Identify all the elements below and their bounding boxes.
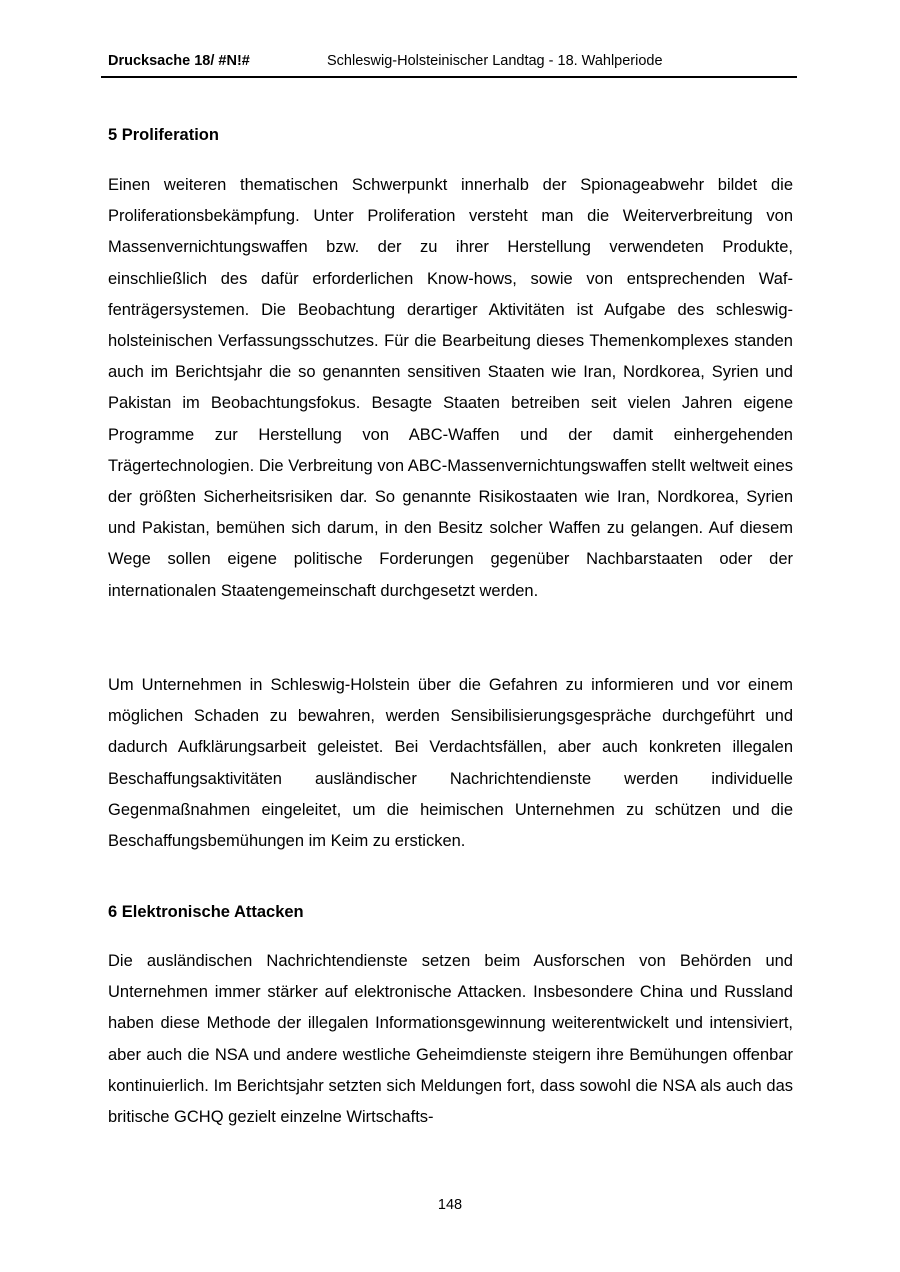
page-number: 148 [437,1197,463,1213]
drucksache-number: Drucksache 18/ #N!# [108,53,250,69]
landtag-title: Schleswig-Holsteinischer Landtag - 18. Wahlperiode [327,53,663,69]
paragraph-proliferation-2: Um Unternehmen in Schleswig-Holstein über die Gefahren zu informieren und vor einem möglichen Schaden zu bewahren, werden Sensibilisierungsgespräche durchgeführt und dadurch Aufklärungsarbeit geleistet. Bei Verdachtsfällen, aber auch konkreten illegalen Beschaffungsaktivitäten ausländischer Nachrichtendienste werden individuelle Gegenmaßnahmen eingeleitet, um die heimischen Unternehmen zu schützen und die Beschaffungsbemühungen im Keim zu ersticken. [108,676,793,851]
page-header [101,50,797,78]
section-heading-elektronische-attacken: 6 Elektronische Attacken [108,903,304,921]
section-heading-proliferation: 5 Proliferation [108,126,219,144]
paragraph-elektronische-attacken-1: Die ausländischen Nachrichtendienste setzen beim Ausforschen von Behörden und Unternehmen immer stärker auf elektronische Attacken. Insbesondere China und Russland haben diese Methode der illegalen Informationsgewinnung weiterentwickelt und intensiviert, aber auch die NSA und andere westliche Geheimdienste steigern ihre Bemühungen offenbar kontinuierlich. Im Berichtsjahr setzten sich Meldungen fort, dass sowohl die NSA als auch das britische GCHQ gezielt einzelne Wirtschafts- [108,952,793,1127]
paragraph-proliferation-1: Einen weiteren thematischen Schwerpunkt innerhalb der Spionageabwehr bildet die Proliferationsbekämpfung. Unter Proliferation versteht man die Weiterverbreitung von Massenvernichtungswaffen bzw. der zu ihrer Herstellung verwendeten Produkte, einschließlich des dafür erforderlichen Know-hows, sowie von entsprechenden Waffenträgersystemen. Die Beobachtung derartiger Aktivitäten ist Aufgabe des schleswig-holsteinischen Verfassungsschutzes. Für die Bearbeitung dieses Themenkomplexes standen auch im Berichtsjahr die so genannten sensitiven Staaten wie Iran, Nordkorea, Syrien und Pakistan im Beobachtungsfokus. Besagte Staaten betreiben seit vielen Jahren eigene Programme zur Herstellung von ABC-Waffen und der damit einhergehenden Trägertechnologien. Die Verbreitung von ABC-Massenvernichtungswaffen stellt weltweit eines der größten Sicherheitsrisiken dar. So genannte Risikostaaten wie Iran, Nordkorea, Syrien und Pakistan, bemühen sich darum, in den Besitz solcher Waffen zu gelangen. Auf diesem Wege sollen eigene politische Forderungen gegenüber Nachbarstaaten oder der internationalen Staatengemeinschaft durchgesetzt werden. [108,176,793,600]
